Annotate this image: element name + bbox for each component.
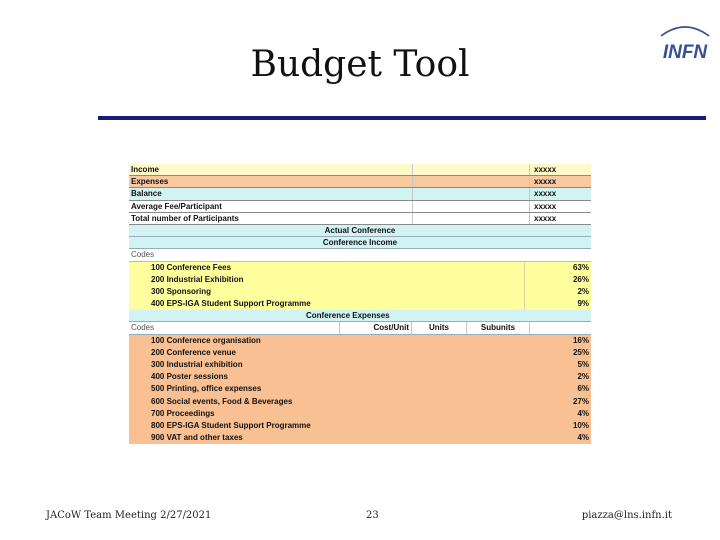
summary-label: Income xyxy=(131,165,160,174)
summary-value: xxxxx xyxy=(529,188,591,199)
expense-row xyxy=(129,383,591,395)
income-row xyxy=(129,262,591,274)
expense-percent: 25% xyxy=(572,347,589,357)
summary-value: xxxxx xyxy=(529,201,591,212)
expense-row xyxy=(129,396,591,408)
infn-logo xyxy=(655,20,715,70)
actual-conference-header: Actual Conference xyxy=(129,225,591,237)
expense-label: 800 EPS-IGA Student Support Programme xyxy=(151,420,311,430)
expense-label: 500 Printing, office expenses xyxy=(151,384,262,394)
income-percent: 9% xyxy=(524,298,591,310)
expense-row xyxy=(129,432,591,444)
expense-label: 100 Conference organisation xyxy=(151,335,261,345)
income-percent: 2% xyxy=(524,286,591,298)
expense-label: 300 Industrial exhibition xyxy=(151,360,243,369)
expense-percent: 6% xyxy=(577,384,589,394)
expense-label: 900 VAT and other taxes xyxy=(151,433,243,443)
summary-row xyxy=(129,213,591,225)
income-row xyxy=(129,298,591,310)
codes-label: Codes xyxy=(131,323,155,333)
budget-spreadsheet xyxy=(129,164,591,444)
summary-spacer xyxy=(412,176,529,187)
income-label: 400 EPS-IGA Student Support Programme xyxy=(151,299,311,309)
expense-label: 200 Conference venue xyxy=(151,347,236,357)
slide-title: Budget Tool xyxy=(250,44,470,85)
summary-label: Balance xyxy=(131,189,162,199)
cost-unit-header: Cost/Unit xyxy=(339,322,411,333)
summary-value: xxxxx xyxy=(529,176,591,187)
expense-percent: 4% xyxy=(577,433,589,443)
expense-label: 600 Social events, Food & Beverages xyxy=(151,396,293,406)
income-label: 200 Industrial Exhibition xyxy=(151,274,244,284)
income-percent: 63% xyxy=(524,262,591,274)
summary-label: Total number of Participants xyxy=(131,213,239,223)
expense-label: 400 Poster sessions xyxy=(151,372,228,382)
units-header: Units xyxy=(411,322,466,333)
summary-row xyxy=(129,201,591,213)
title-rule xyxy=(98,116,706,120)
summary-spacer xyxy=(412,201,529,212)
summary-block xyxy=(129,164,591,225)
expense-columns-row xyxy=(129,322,591,334)
expense-label: 700 Proceedings xyxy=(151,408,215,418)
summary-value: xxxxx xyxy=(529,213,591,224)
expense-row xyxy=(129,335,591,347)
income-percent: 26% xyxy=(524,274,591,286)
conference-income-header: Conference Income xyxy=(129,237,591,249)
summary-row xyxy=(129,176,591,188)
expense-row xyxy=(129,347,591,359)
expense-percent: 2% xyxy=(577,372,589,382)
income-label: 100 Conference Fees xyxy=(151,262,232,272)
conference-expenses-header: Conference Expenses xyxy=(129,310,591,322)
summary-spacer xyxy=(412,164,529,175)
expense-row xyxy=(129,420,591,432)
summary-row xyxy=(129,188,591,200)
footer-meeting: JACoW Team Meeting 2/27/2021 xyxy=(46,510,212,521)
expense-percent: 5% xyxy=(577,360,589,369)
expense-percent: 16% xyxy=(572,335,589,345)
summary-label: Average Fee/Participant xyxy=(131,201,222,211)
subunits-header: Subunits xyxy=(466,322,529,333)
expense-percent: 10% xyxy=(572,420,589,430)
footer-email: piazza@lns.infn.it xyxy=(581,510,672,521)
expense-row xyxy=(129,371,591,383)
footer-page-number: 23 xyxy=(366,510,379,521)
income-label: 300 Sponsoring xyxy=(151,286,212,296)
logo-text: INFN xyxy=(662,42,708,63)
expense-row xyxy=(129,408,591,420)
income-block xyxy=(129,262,591,311)
income-row xyxy=(129,286,591,298)
income-row xyxy=(129,274,591,286)
expense-percent: 4% xyxy=(577,408,589,418)
summary-spacer xyxy=(412,188,529,199)
expense-row xyxy=(129,359,591,371)
summary-value: xxxxx xyxy=(529,164,591,175)
summary-spacer xyxy=(412,213,529,224)
summary-row xyxy=(129,164,591,176)
summary-label: Expenses xyxy=(131,177,169,187)
income-codes-row: Codes xyxy=(129,249,591,261)
expenses-block xyxy=(129,335,591,445)
expense-percent: 27% xyxy=(572,396,589,406)
